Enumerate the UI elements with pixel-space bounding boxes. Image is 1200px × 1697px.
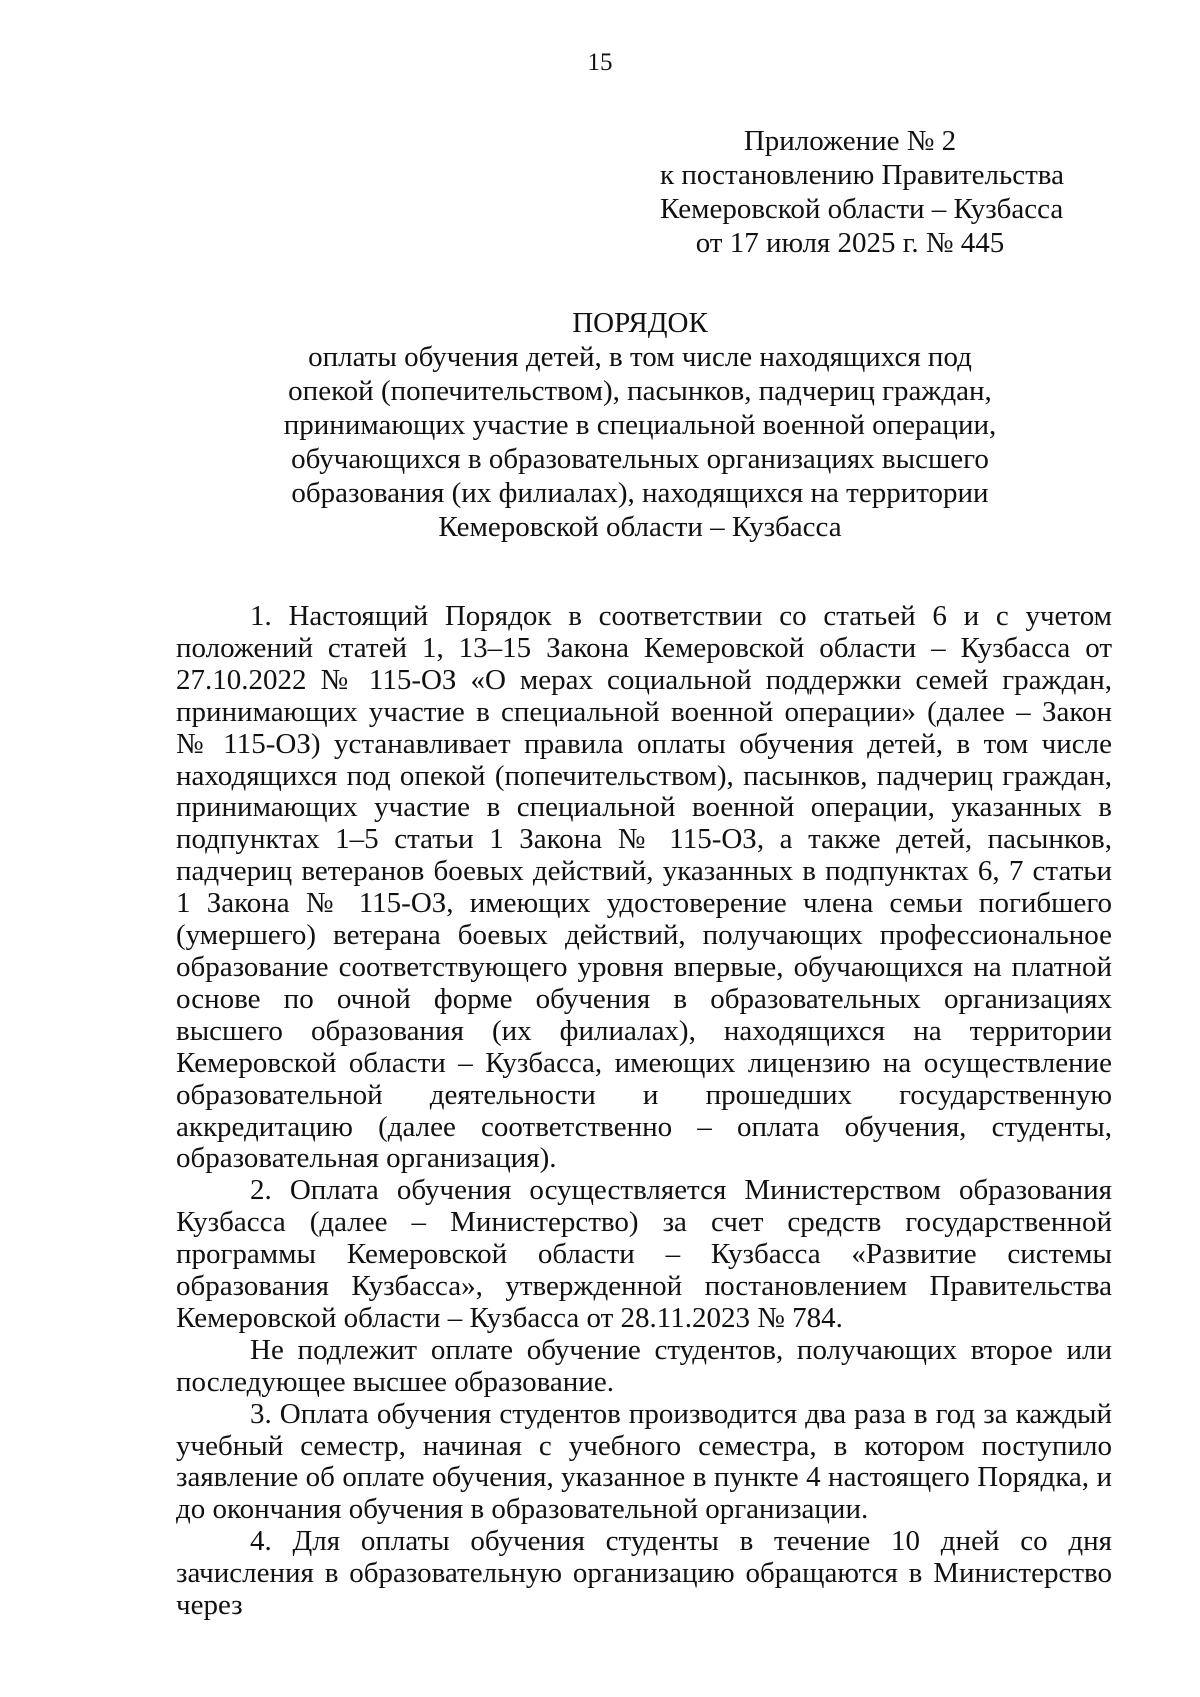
title-line: обучающихся в образовательных организациях высшего (291, 443, 989, 475)
document-title (170, 306, 1110, 544)
document-body (176, 601, 1112, 1622)
appendix-line: Приложение № 2 (743, 125, 957, 157)
appendix-line: к постановлению Правительства (660, 159, 1064, 191)
page-number: 15 (587, 49, 613, 76)
title-heading: ПОРЯДОК (572, 307, 708, 339)
title-line: образования (их филиалах), находящихся на территории (291, 477, 989, 509)
appendix-line: Кемеровской области – Кузбасса (660, 193, 1064, 225)
title-line: Кемеровской области – Кузбасса (438, 511, 842, 543)
paragraph-3: 3. Оплата обучения студентов производится два раза в год за каждый учебный семестр, начиная с учебного семестра, в котором поступило заявление об оплате обучения, указанное в пункте 4 настоящего Порядка, и до окончания обучения в образовательной организации. (176, 1397, 1112, 1526)
paragraph-2: 2. Оплата обучения осуществляется Министерством образования Кузбасса (далее – Министерство) за счет средств государственной программы Кемеровской области – Кузбасса «Развитие системы образования Кузбасса», утвержденной постановлением Правительства Кемеровской области – Кузбасса от 28.11.2023 № 784. (176, 1174, 1112, 1334)
title-line: принимающих участие в специальной военной операции, (283, 409, 997, 441)
paragraph-4: 4. Для оплаты обучения студенты в течение 10 дней со дня зачисления в образовательную организацию обращаются в Министерство через (176, 1525, 1112, 1622)
paragraph-2-note: Не подлежит оплате обучение студентов, получающих второе или последующее высшее образование. (176, 1333, 1112, 1398)
appendix-line: от 17 июля 2025 г. № 445 (695, 227, 1005, 259)
title-line: оплаты обучения детей, в том числе находящихся под (308, 341, 972, 373)
title-line: опекой (попечительством), пасынков, падчериц граждан, (288, 375, 992, 407)
appendix-header (660, 124, 1064, 260)
paragraph-1: 1. Настоящий Порядок в соответствии со статьей 6 и с учетом положений статей 1, 13–15 Закона Кемеровской области – Кузбасса от 27.10.2022 № 115-ОЗ «О мерах социальной поддержки семей граждан, принимающих участие в специальной военной операции» (далее – Закон № 115-ОЗ) устанавливает правила оплаты обучения детей, в том числе находящихся под опекой (попечительством), пасынков, падчериц граждан, принимающих участие в специальной военной операции, указанных в подпунктах 1–5 статьи 1 Закона № 115-ОЗ, а также детей, пасынков, падчериц ветеранов боевых действий, указанных в подпунктах 6, 7 статьи 1 Закона № 115-ОЗ, имеющих удостоверение члена семьи погибшего (умершего) ветерана боевых действий, получающих профессиональное образование соответствующего уровня впервые, обучающихся на платной основе по очной форме обучения в образовательных организациях высшего образования (их филиалах), находящихся на территории Кемеровской области – Кузбасса, имеющих лицензию на осуществление образовательной деятельности и прошедших государственную аккредитацию (далее соответственно – оплата обучения, студенты, образовательная организация). (176, 600, 1112, 1175)
